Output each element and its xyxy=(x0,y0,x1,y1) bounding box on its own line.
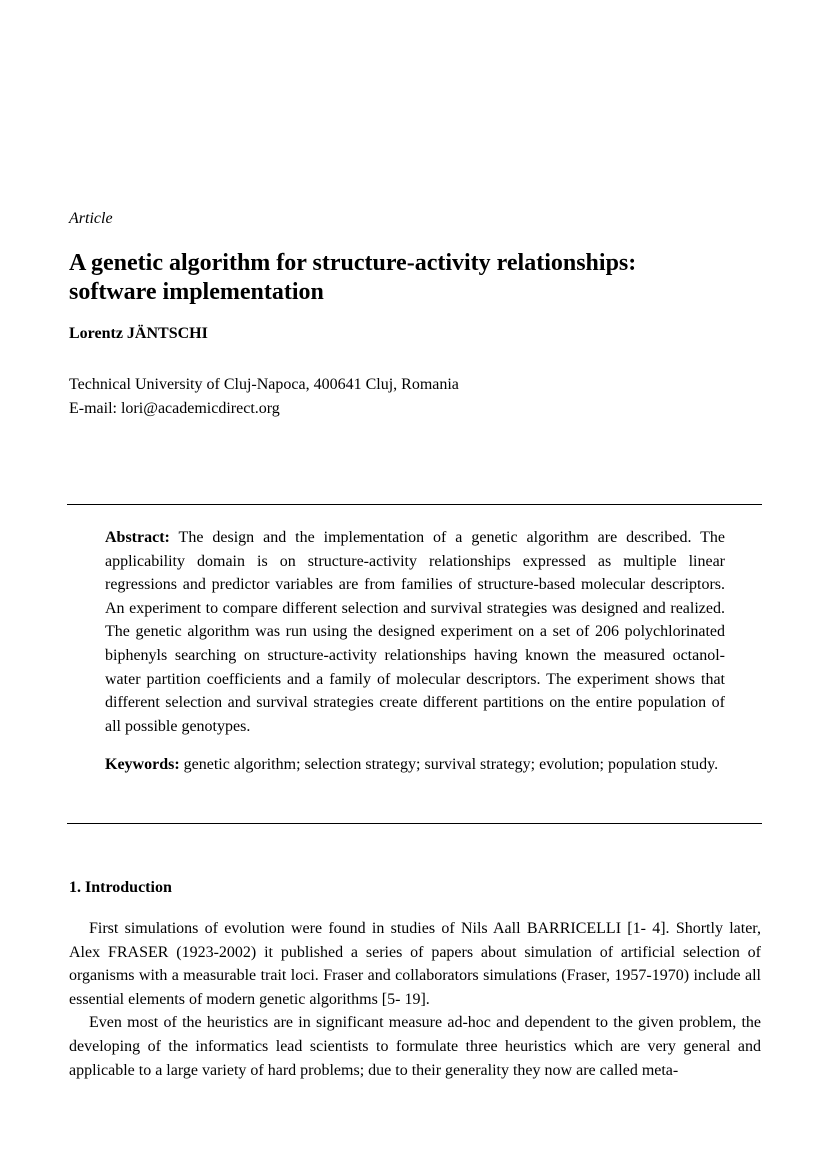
abstract-label: Abstract: xyxy=(105,529,170,546)
keywords-paragraph xyxy=(105,753,725,777)
keywords-label: Keywords: xyxy=(105,756,180,774)
paper-title-line-2: software implementation xyxy=(69,279,324,305)
abstract-text: The design and the implementation of a genetic algorithm are described. The applicability domain is on structure-activity relationships expressed as multiple linear regressions and predictor variables are from families of structure-based molecular descriptors. An experiment to compare different selection and survival strategies was designed and realized. The genetic algorithm was run using the designed experiment on a set of 206 polychlorinated biphenyls searching on structure-activity relationships having known the measured octanol-water partition coefficients and a family of molecular descriptors. The experiment shows that different selection and survival strategies create different partitions on the entire population of all possible genotypes. xyxy=(105,529,725,735)
abstract-paragraph xyxy=(105,526,725,738)
affiliation-address: Technical University of Cluj-Napoca, 400641 Cluj, Romania xyxy=(69,376,459,393)
section-heading: 1. Introduction xyxy=(69,879,172,896)
affiliation-block xyxy=(69,373,459,421)
article-type-label: Article xyxy=(69,210,113,227)
introduction-paragraph-2: Even most of the heuristics are in significant measure ad-hoc and dependent to the given problem, the developing of the informatics lead scientists to formulate three heuristics which are very general and applicable to a large variety of hard problems; due to their generality they now are called meta- xyxy=(69,1014,761,1079)
abstract-section xyxy=(105,526,725,777)
abstract-bottom-rule xyxy=(67,823,762,824)
keywords-text: genetic algorithm; selection strategy; survival strategy; evolution; population study. xyxy=(183,756,719,774)
introduction-paragraph-1: First simulations of evolution were found in studies of Nils Aall BARRICELLI [1- 4]. Shortly later, Alex FRASER (1923-2002) it published a series of papers about simulation of artificial selection of organisms with a measurable trait loci. Fraser and collaborators simulations (Fraser, 1957-1970) include all essential elements of modern genetic algorithms [5- 19]. xyxy=(69,920,761,1008)
paper-title-line-1: A genetic algorithm for structure-activity relationships: xyxy=(69,250,637,276)
abstract-top-rule xyxy=(67,504,762,505)
paper-title xyxy=(69,249,769,307)
author-name: Lorentz JÄNTSCHI xyxy=(69,325,208,342)
introduction-body xyxy=(69,917,761,1082)
author-email: E-mail: lori@academicdirect.org xyxy=(69,400,280,417)
